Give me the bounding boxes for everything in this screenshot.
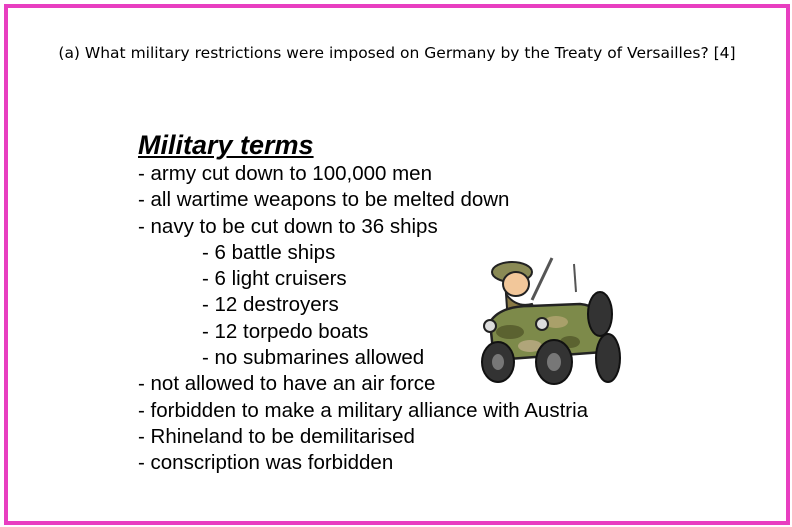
term-line: - Rhineland to be demilitarised: [138, 424, 415, 448]
navy-subterm-line: - 12 torpedo boats: [202, 319, 369, 343]
term-line: - forbidden to make a military alliance with Austria: [138, 398, 589, 422]
navy-subterm-line: - 6 battle ships: [202, 240, 336, 264]
term-line: - navy to be cut down to 36 ships: [138, 214, 438, 238]
navy-subterm-line: - 6 light cruisers: [202, 267, 347, 291]
navy-subterm-line: - no submarines allowed: [202, 346, 425, 370]
term-line: - not allowed to have an air force: [138, 372, 436, 396]
term-line: - army cut down to 100,000 men: [138, 162, 432, 185]
soldier-jeep-illustration: [470, 250, 630, 390]
navy-subterm-line: - 12 destroyers: [202, 293, 339, 317]
military-terms-heading: Military terms: [138, 130, 314, 160]
question-text: (a) What military restrictions were imposed on Germany by the Treaty of Versailles? [4]: [58, 44, 736, 62]
term-line: - conscription was forbidden: [138, 451, 394, 475]
term-line: - all wartime weapons to be melted down: [138, 188, 510, 212]
